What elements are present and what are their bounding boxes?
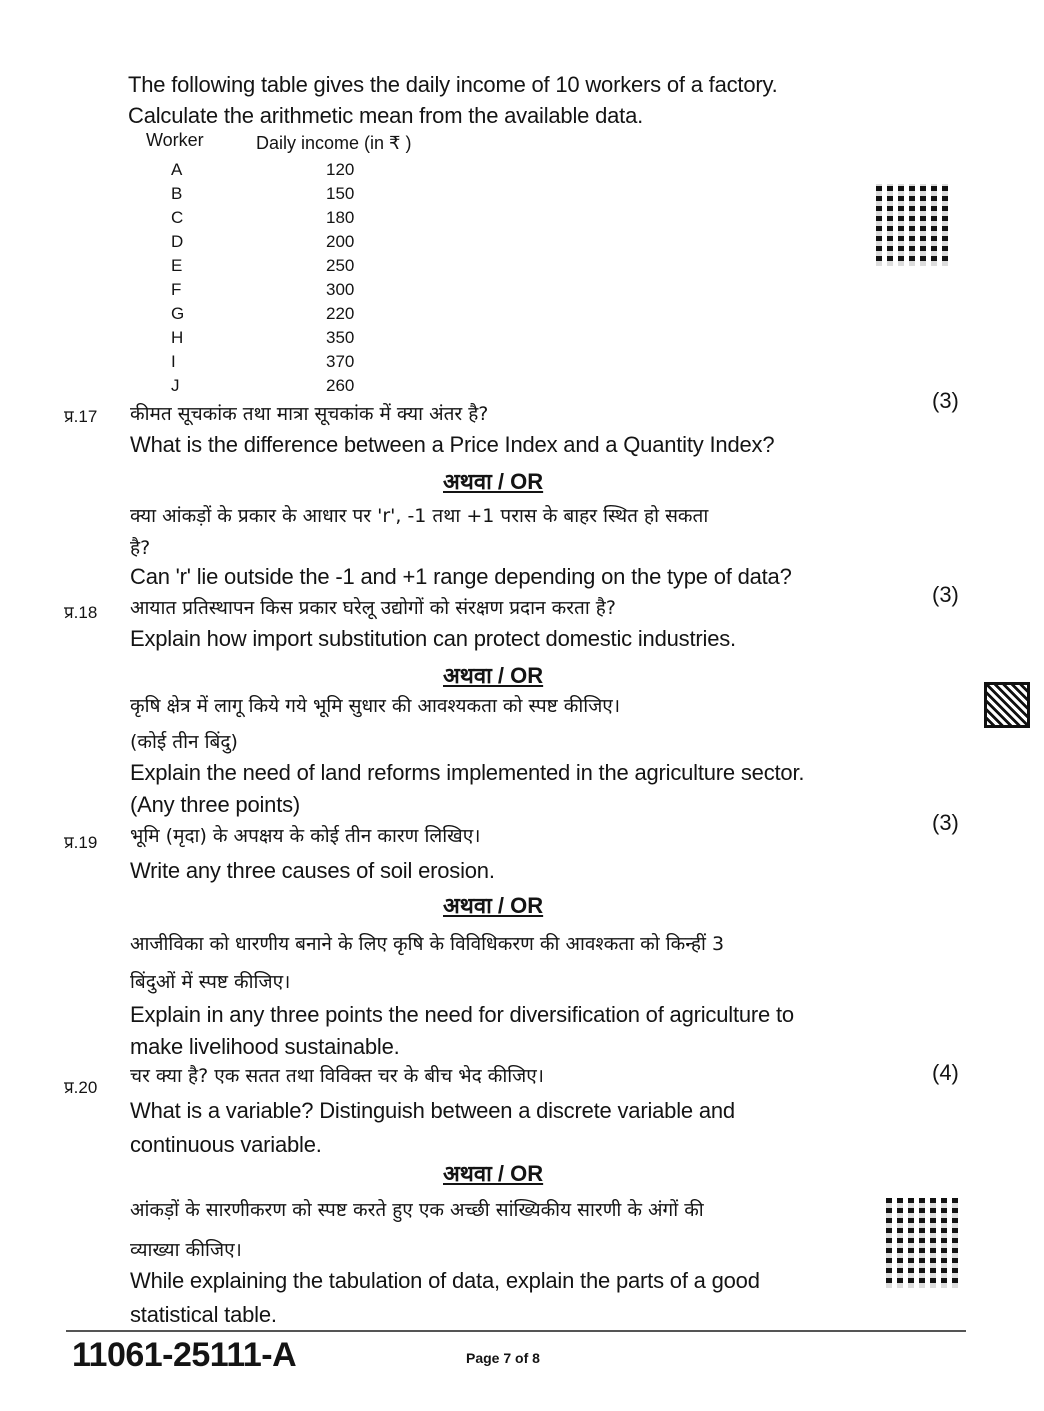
- q17-marks: (3): [932, 388, 959, 413]
- table-cell-income: 220: [326, 304, 355, 323]
- q16-text-line1: The following table gives the daily income of 10 workers of a factory.: [128, 72, 778, 97]
- table-cell-income: 260: [326, 376, 355, 395]
- table-header-income: Daily income (in ₹ ): [256, 133, 412, 153]
- q18-alt-english-1: Explain the need of land reforms implemented in the agriculture sector.: [130, 760, 805, 785]
- q19-hindi: भूमि (मृदा) के अपक्षय के कोई तीन कारण लिखिए।: [130, 825, 481, 847]
- question-number-20: प्र.20: [64, 1078, 98, 1097]
- q18-or-divider: अथवा / OR: [443, 663, 544, 688]
- q18-alt-english-2: (Any three points): [130, 792, 301, 817]
- table-cell-income: 300: [326, 280, 355, 299]
- q17-alt-hindi-1: क्या आंकड़ों के प्रकार के आधार पर 'r', -1 तथा +1 परास के बाहर स्थित हो सकता: [130, 505, 709, 527]
- q18-marks: (3): [932, 582, 959, 607]
- q20-english-2: continuous variable.: [130, 1132, 322, 1157]
- q18-alt-hindi-1: कृषि क्षेत्र में लागू किये गये भूमि सुधार की आवश्यकता को स्पष्ट कीजिए।: [130, 695, 621, 717]
- table-cell-income: 150: [326, 184, 355, 203]
- table-cell-worker: G: [171, 304, 185, 323]
- page-number: Page 7 of 8: [466, 1350, 540, 1366]
- question-number-18: प्र.18: [64, 603, 98, 622]
- table-cell-worker: B: [171, 184, 183, 203]
- q20-or-divider: अथवा / OR: [443, 1161, 544, 1186]
- q19-alt-hindi-1: आजीविका को धारणीय बनाने के लिए कृषि के विविधिकरण की आवश्कता को किन्हीं 3: [130, 933, 725, 955]
- q17-alt-english: Can 'r' lie outside the -1 and +1 range depending on the type of data?: [130, 564, 792, 589]
- table-cell-worker: J: [171, 376, 180, 395]
- q17-hindi: कीमत सूचकांक तथा मात्रा सूचकांक में क्या अंतर है?: [130, 403, 489, 425]
- table-cell-income: 180: [326, 208, 355, 227]
- q17-english: What is the difference between a Price Index and a Quantity Index?: [130, 432, 775, 457]
- q20-alt-hindi-2: व्याख्या कीजिए।: [130, 1239, 242, 1261]
- q19-alt-english-2: make livelihood sustainable.: [130, 1034, 400, 1059]
- q19-english: Write any three causes of soil erosion.: [130, 858, 495, 883]
- table-cell-worker: C: [171, 208, 184, 227]
- question-number-19: प्र.19: [64, 833, 98, 852]
- table-cell-income: 120: [326, 160, 355, 179]
- question-number-17: प्र.17: [64, 407, 98, 426]
- table-cell-worker: H: [171, 328, 184, 347]
- q20-marks: (4): [932, 1060, 959, 1085]
- q20-alt-english-2: statistical table.: [130, 1302, 277, 1327]
- table-cell-worker: D: [171, 232, 184, 251]
- table-header-worker: Worker: [146, 130, 204, 150]
- footer-rule: [66, 1330, 966, 1332]
- q20-english-1: What is a variable? Distinguish between a discrete variable and: [130, 1098, 735, 1123]
- table-cell-income: 350: [326, 328, 355, 347]
- q20-hindi: चर क्या है? एक सतत तथा विविक्त चर के बीच भेद कीजिए।: [130, 1065, 544, 1087]
- paper-code: 11061-25111-A: [72, 1336, 297, 1374]
- table-cell-worker: A: [171, 160, 183, 179]
- q18-hindi: आयात प्रतिस्थापन किस प्रकार घरेलू उद्योगों को संरक्षण प्रदान करता है?: [130, 597, 616, 619]
- datamatrix-code-bottom: [886, 1198, 962, 1288]
- q18-english: Explain how import substitution can protect domestic industries.: [130, 626, 736, 651]
- q20-alt-hindi-1: आंकड़ों के सारणीकरण को स्पष्ट करते हुए एक अच्छी सांख्यिकीय सारणी के अंगों की: [130, 1199, 704, 1221]
- qr-code: [984, 682, 1030, 728]
- table-cell-worker: I: [171, 352, 176, 371]
- q19-marks: (3): [932, 810, 959, 835]
- q17-or-divider: अथवा / OR: [443, 469, 544, 494]
- table-cell-income: 250: [326, 256, 355, 275]
- table-cell-income: 200: [326, 232, 355, 251]
- q19-alt-english-1: Explain in any three points the need for diversification of agriculture to: [130, 1002, 794, 1027]
- q18-alt-hindi-2: (कोई तीन बिंदु): [130, 731, 238, 753]
- table-cell-worker: F: [171, 280, 182, 299]
- q19-or-divider: अथवा / OR: [443, 893, 544, 918]
- q16-text-line2: Calculate the arithmetic mean from the available data.: [128, 103, 644, 128]
- q17-alt-hindi-2: है?: [130, 537, 151, 559]
- q19-alt-hindi-2: बिंदुओं में स्पष्ट कीजिए।: [130, 971, 291, 993]
- q20-alt-english-1: While explaining the tabulation of data, explain the parts of a good: [130, 1268, 760, 1293]
- table-cell-worker: E: [171, 256, 183, 275]
- table-cell-income: 370: [326, 352, 355, 371]
- datamatrix-code-top: [876, 184, 952, 266]
